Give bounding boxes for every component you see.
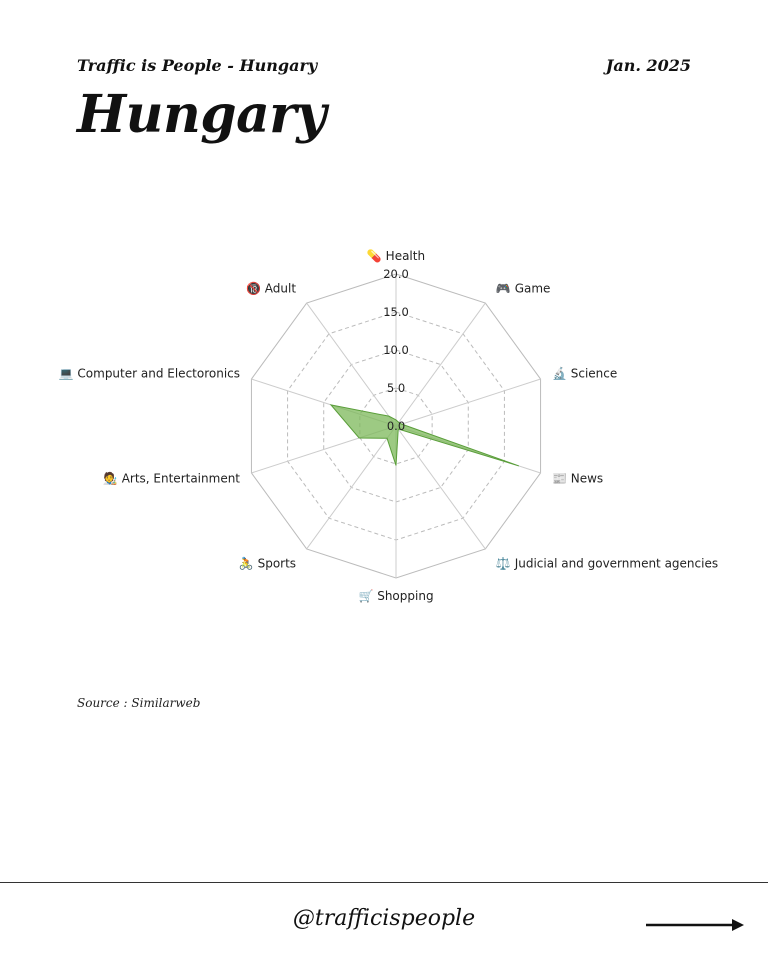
category-label: Sports [257,556,297,571]
category-label: News [570,471,604,486]
category-icon: 📰 [551,471,571,486]
radar-spoke [307,303,396,426]
axis-label [552,365,617,380]
category-icon: 💻 [58,366,78,381]
axis-label [367,248,425,263]
category-icon: 🧑‍🎨 [102,471,122,486]
tick-label: 20.0 [383,267,409,281]
footer-divider [0,882,768,883]
axis-label [246,281,296,295]
category-label: Shopping [377,589,434,603]
tick-label: 10.0 [383,343,409,357]
report-date: Jan. 2025 [605,56,691,75]
tick-label: 5.0 [386,381,406,395]
category-label: Health [385,249,426,263]
category-icon: 🔞 [246,281,265,296]
category-label: Arts, Entertainment [121,471,241,486]
radar-spoke [396,426,485,549]
axis-label [496,281,550,295]
category-icon: 🔬 [551,366,571,381]
category-icon: 🛒 [358,589,378,603]
next-arrow-icon[interactable] [646,915,746,935]
axis-label [59,366,240,380]
category-icon: 🚴 [238,556,258,571]
axis-label [552,472,603,486]
tick-label: 0.0 [386,419,406,433]
series-title: Traffic is People - Hungary [77,56,318,75]
category-icon: 🎮 [495,281,515,296]
radar-spoke [307,426,396,549]
social-handle[interactable]: @trafficispeople [292,906,476,931]
axis-label [358,589,433,603]
category-label: Science [570,366,618,381]
axis-label [239,557,296,571]
axis-label [496,557,718,571]
category-icon: ⚖️ [495,556,515,571]
category-icon: 💊 [366,249,386,263]
category-label: Judicial and government agencies [514,556,719,571]
tick-label: 15.0 [383,305,409,319]
source-note: Source : Similarweb [77,696,201,710]
radar-spoke [396,303,485,426]
radar-spoke [396,379,541,426]
page-title: Hungary [77,84,326,145]
category-label: Computer and Electoronics [77,366,241,381]
axis-label [103,471,240,486]
category-label: Adult [264,281,297,296]
radar-series [331,405,519,466]
category-label: Game [514,281,551,296]
series-area [331,405,519,466]
